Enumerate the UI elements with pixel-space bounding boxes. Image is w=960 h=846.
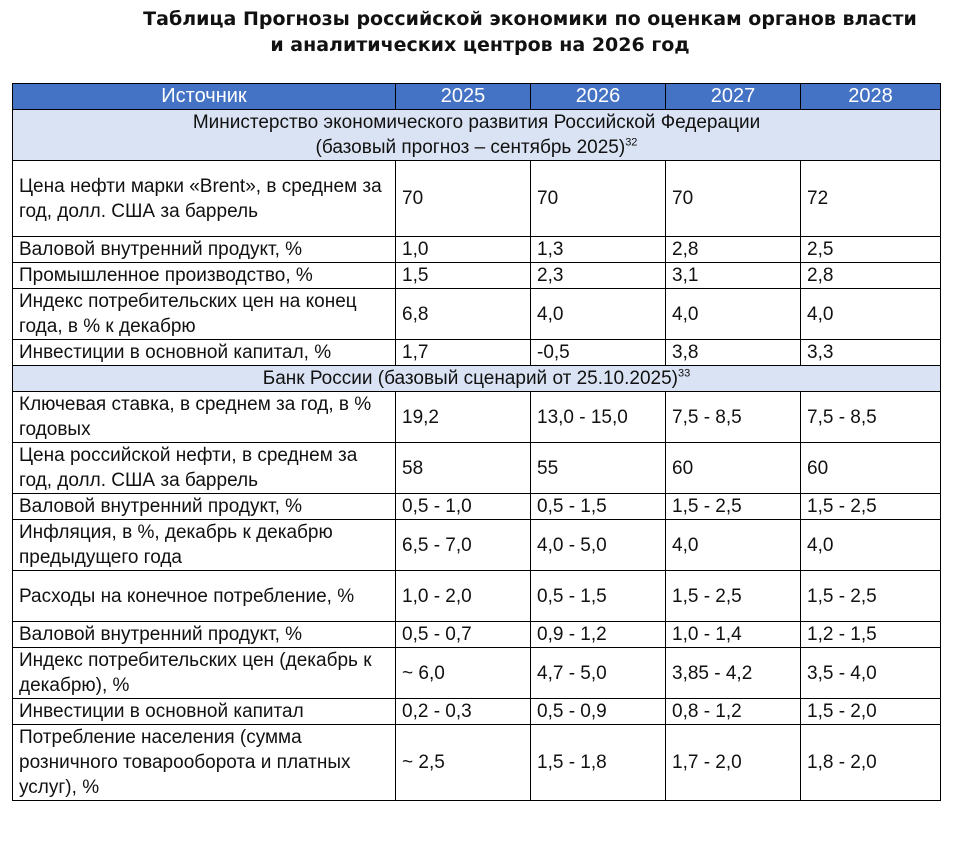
table-row <box>13 494 941 520</box>
table-row <box>13 725 941 801</box>
row-label: Инвестиции в основной капитал, % <box>13 340 396 366</box>
row-value: 70 <box>666 161 801 237</box>
row-label: Ключевая ставка, в среднем за год, в % годовых <box>13 392 396 443</box>
section-header-row <box>13 366 941 392</box>
row-value: 4,0 <box>666 520 801 571</box>
header-2027: 2027 <box>666 84 801 110</box>
table-row <box>13 340 941 366</box>
row-value: 3,1 <box>666 263 801 289</box>
table-row <box>13 392 941 443</box>
row-value: 2,5 <box>801 237 941 263</box>
section-title-line-2: (базовый прогноз – сентябрь 2025) <box>315 137 626 158</box>
row-value: 58 <box>396 443 531 494</box>
title-line-1: Таблица Прогнозы российской экономики по оценкам органов власти <box>143 8 917 30</box>
row-value: 1,0 <box>396 237 531 263</box>
row-value: 4,0 <box>801 520 941 571</box>
row-value: 7,5 - 8,5 <box>666 392 801 443</box>
footnote-mark: 33 <box>678 367 691 380</box>
row-value: 1,5 - 1,8 <box>531 725 666 801</box>
table-row <box>13 622 941 648</box>
row-value: 1,5 - 2,5 <box>801 571 941 622</box>
table-row <box>13 443 941 494</box>
row-value: 3,85 - 4,2 <box>666 648 801 699</box>
row-value: 13,0 - 15,0 <box>531 392 666 443</box>
header-row <box>13 84 941 110</box>
table-row <box>13 263 941 289</box>
header-2028: 2028 <box>801 84 941 110</box>
table-row <box>13 520 941 571</box>
forecast-table <box>12 83 941 801</box>
table-title <box>0 6 960 58</box>
row-value: 70 <box>396 161 531 237</box>
row-value: 0,2 - 0,3 <box>396 699 531 725</box>
row-label: Цена российской нефти, в среднем за год, долл. США за баррель <box>13 443 396 494</box>
row-value: 70 <box>531 161 666 237</box>
row-value: 3,3 <box>801 340 941 366</box>
row-label: Цена нефти марки «Brent», в среднем за год, долл. США за баррель <box>13 161 396 237</box>
row-label: Валовой внутренний продукт, % <box>13 494 396 520</box>
row-label: Инвестиции в основной капитал <box>13 699 396 725</box>
title-line-2: и аналитических центров на 2026 год <box>270 34 690 56</box>
row-value: 0,5 - 0,7 <box>396 622 531 648</box>
row-value: 2,8 <box>801 263 941 289</box>
row-value: 6,5 - 7,0 <box>396 520 531 571</box>
row-label: Валовой внутренний продукт, % <box>13 237 396 263</box>
row-value: 1,0 - 2,0 <box>396 571 531 622</box>
row-value: 60 <box>801 443 941 494</box>
row-label: Валовой внутренний продукт, % <box>13 622 396 648</box>
row-value: 1,5 - 2,5 <box>801 494 941 520</box>
row-value: 4,7 - 5,0 <box>531 648 666 699</box>
row-value: 0,8 - 1,2 <box>666 699 801 725</box>
row-value: 1,7 - 2,0 <box>666 725 801 801</box>
row-value: 1,5 - 2,0 <box>801 699 941 725</box>
row-value: 0,5 - 1,5 <box>531 494 666 520</box>
section-title-line-1: Министерство экономического развития Российской Федерации <box>192 112 761 133</box>
row-value: ~ 2,5 <box>396 725 531 801</box>
section-title-line-1: Банк России (базовый сценарий от 25.10.2025) <box>262 368 679 389</box>
row-label: Расходы на конечное потребление, % <box>13 571 396 622</box>
header-2025: 2025 <box>396 84 531 110</box>
row-value: 1,8 - 2,0 <box>801 725 941 801</box>
row-value: 1,2 - 1,5 <box>801 622 941 648</box>
row-value: 1,0 - 1,4 <box>666 622 801 648</box>
row-value: 0,5 - 1,0 <box>396 494 531 520</box>
row-value: 4,0 <box>666 289 801 340</box>
row-value: 0,5 - 0,9 <box>531 699 666 725</box>
section-header-row <box>13 110 941 161</box>
section-title <box>13 366 941 392</box>
row-value: 55 <box>531 443 666 494</box>
row-label: Промышленное производство, % <box>13 263 396 289</box>
row-label: Потребление населения (сумма розничного товарооборота и платных услуг), % <box>13 725 396 801</box>
row-label: Инфляция, в %, декабрь к декабрю предыдущего года <box>13 520 396 571</box>
footnote-mark: 32 <box>625 136 638 149</box>
table-row <box>13 289 941 340</box>
row-value: 2,8 <box>666 237 801 263</box>
table-row <box>13 237 941 263</box>
table-row <box>13 571 941 622</box>
row-value: ~ 6,0 <box>396 648 531 699</box>
header-source: Источник <box>13 84 396 110</box>
row-value: 6,8 <box>396 289 531 340</box>
row-value: 3,5 - 4,0 <box>801 648 941 699</box>
row-value: 4,0 <box>801 289 941 340</box>
row-value: 60 <box>666 443 801 494</box>
row-value: 19,2 <box>396 392 531 443</box>
row-value: 4,0 - 5,0 <box>531 520 666 571</box>
table-row <box>13 161 941 237</box>
row-value: 0,5 - 1,5 <box>531 571 666 622</box>
row-value: 2,3 <box>531 263 666 289</box>
section-title <box>13 110 941 161</box>
row-label: Индекс потребительских цен (декабрь к декабрю), % <box>13 648 396 699</box>
row-value: 4,0 <box>531 289 666 340</box>
row-value: 1,3 <box>531 237 666 263</box>
row-value: 1,7 <box>396 340 531 366</box>
row-value: 1,5 <box>396 263 531 289</box>
row-value: 0,9 - 1,2 <box>531 622 666 648</box>
row-value: -0,5 <box>531 340 666 366</box>
header-2026: 2026 <box>531 84 666 110</box>
row-label: Индекс потребительских цен на конец года, в % к декабрю <box>13 289 396 340</box>
row-value: 3,8 <box>666 340 801 366</box>
row-value: 1,5 - 2,5 <box>666 494 801 520</box>
row-value: 72 <box>801 161 941 237</box>
table-row <box>13 648 941 699</box>
table-row <box>13 699 941 725</box>
row-value: 1,5 - 2,5 <box>666 571 801 622</box>
row-value: 7,5 - 8,5 <box>801 392 941 443</box>
